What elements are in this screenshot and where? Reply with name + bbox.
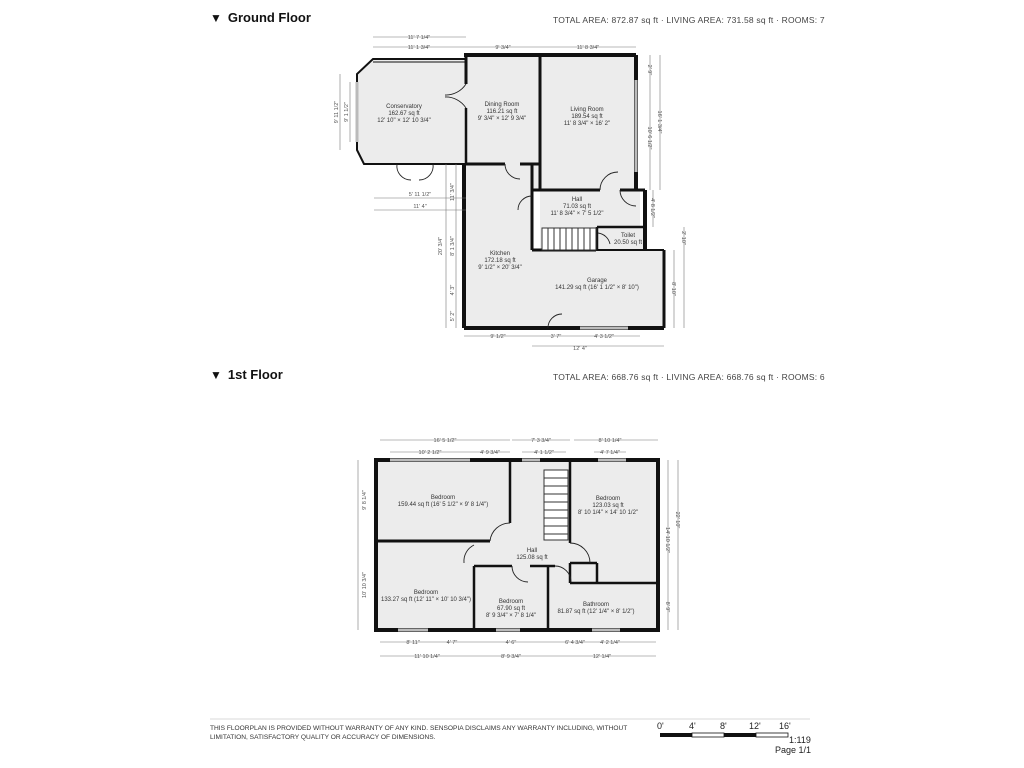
- room-area: 172.18 sq ft: [484, 258, 516, 264]
- dim-label: 11' 8 3/4": [576, 45, 600, 51]
- room-name: Hall: [526, 548, 538, 554]
- room-name: Bathroom: [582, 602, 610, 608]
- room-area: 81.87 sq ft (12' 1/4" × 8' 1/2"): [557, 609, 635, 615]
- dim-label: 4' 8 1/2": [649, 198, 655, 218]
- room-area: 67.90 sq ft: [496, 606, 526, 612]
- room-area: 20.50 sq ft: [613, 240, 643, 246]
- dim-label: 2' 10": [680, 231, 686, 245]
- collapse-triangle-icon[interactable]: ▼: [210, 368, 222, 382]
- room-name: Kitchen: [489, 251, 511, 257]
- dim-label: 11' 10 1/4": [414, 654, 440, 660]
- dim-label: 9' 1 1/2": [344, 102, 350, 122]
- dim-label: 20' 3/4": [438, 236, 444, 256]
- room-area: 125.08 sq ft: [516, 555, 548, 561]
- dim-label: 16' 5 1/2": [433, 438, 457, 444]
- room-area: 133.27 sq ft (12' 11" × 10' 10 3/4"): [381, 597, 471, 603]
- scale-tick-0: 0': [657, 721, 664, 731]
- dim-label: 22' 10": [674, 511, 680, 529]
- dim-label: 8' 11": [406, 640, 420, 646]
- dim-label: 11' 4": [413, 204, 427, 210]
- scale-tick-2: 8': [720, 721, 727, 731]
- kitchen-floor: [464, 164, 532, 328]
- scale-ratio: 1:119: [789, 735, 811, 745]
- collapse-triangle-icon[interactable]: ▼: [210, 11, 222, 25]
- ground-floor-plan: [334, 35, 686, 352]
- ground-floor-stats: TOTAL AREA: 872.87 sq ft · LIVING AREA: 731.58 sq ft · ROOMS: 7: [553, 15, 825, 25]
- dim-label: 11' 1 3/4": [407, 45, 431, 51]
- scale-tick-4: 16': [779, 721, 791, 731]
- dim-label: 12' 1/4": [592, 654, 612, 660]
- room-area: 71.03 sq ft: [562, 204, 592, 210]
- first-floor-plan: [358, 438, 680, 660]
- ground-floor-title: Ground Floor: [227, 10, 311, 25]
- first-stairs: [544, 470, 568, 540]
- scale-tick-3: 12': [749, 721, 761, 731]
- room-name: Bedroom: [413, 590, 439, 596]
- dim-label: 10' 10 3/4": [362, 572, 368, 598]
- page-number: Page 1/1: [775, 745, 812, 755]
- dim-label: 4' 7 1/4": [600, 450, 620, 456]
- room-dims: 12' 10" × 12' 10 3/4": [377, 118, 431, 124]
- dim-label: 12' 4": [573, 346, 587, 352]
- dim-label: 8' 9": [664, 601, 670, 613]
- dim-label: 9' 1/2": [490, 334, 506, 340]
- dim-label: 8' 9 3/4": [501, 654, 521, 660]
- room-area: 162.67 sq ft: [388, 111, 420, 117]
- room-name: Dining Room: [484, 102, 520, 108]
- dim-label: 10' 6 1/2": [646, 126, 652, 150]
- dim-label: 4' 2 1/4": [600, 640, 620, 646]
- first-floor-title: 1st Floor: [227, 367, 283, 382]
- room-name: Garage: [586, 278, 608, 284]
- room-area: 159.44 sq ft (16' 5 1/2" × 9' 8 1/4"): [397, 502, 489, 508]
- dim-label: 11' 7 1/4": [407, 35, 431, 41]
- dim-label: 4' 9 3/4": [480, 450, 500, 456]
- room-name: Living Room: [570, 107, 604, 113]
- dim-label: 2' 9": [646, 64, 652, 76]
- dim-label: 7' 3 3/4": [531, 438, 551, 444]
- room-area: 141.29 sq ft (16' 1 1/2" × 8' 10"): [555, 285, 639, 291]
- dim-label: 5' 2": [450, 310, 456, 322]
- dim-label: 8' 10": [670, 282, 676, 296]
- dim-label: 10' 2 1/2": [418, 450, 442, 456]
- dim-label: 9' 11 1/2": [334, 100, 340, 124]
- room-name: Hall: [571, 197, 583, 203]
- room-dims: 11' 8 3/4" × 7' 5 1/2": [550, 211, 604, 217]
- room-name: Conservatory: [386, 104, 422, 110]
- dim-label: 9' 8 1/4": [362, 490, 368, 510]
- room-dims: 9' 1/2" × 20' 3/4": [478, 265, 522, 271]
- room-area: 189.54 sq ft: [571, 114, 603, 120]
- room-dims: 11' 8 3/4" × 16' 2": [563, 121, 611, 127]
- dim-label: 4' 1 1/2": [534, 450, 554, 456]
- dim-label: 5' 11 1/2": [408, 192, 432, 198]
- room-name: Bedroom: [498, 599, 524, 605]
- disclaimer-text: THIS FLOORPLAN IS PROVIDED WITHOUT WARRANTY OF ANY KIND. SENSOPIA DISCLAIMS ANY WARRANTY INCLUDING, WITHOUT LIMITATION, SATISFACTORY QUALITY OR ACCURACY OF DIMENSIONS.: [210, 725, 628, 741]
- room-area: 123.03 sq ft: [592, 503, 624, 509]
- dim-label: 16' 1 3/4": [656, 110, 662, 134]
- room-dims: 8' 10 1/4" × 14' 10 1/2": [577, 510, 639, 516]
- room-area: 116.21 sq ft: [486, 109, 518, 115]
- room-name: Bedroom: [430, 495, 456, 501]
- dim-label: 4' 3 1/2": [594, 334, 614, 340]
- room-dims: 8' 9 3/4" × 7' 8 1/4": [485, 613, 537, 619]
- dim-label: 4' 3": [450, 284, 456, 296]
- dim-label: 8' 10 1/4": [598, 438, 622, 444]
- dim-label: 14' 10 1/2": [664, 527, 670, 553]
- room-name: Bedroom: [595, 496, 621, 502]
- dim-label: 6' 4 3/4": [565, 640, 585, 646]
- ground-stairs: [542, 228, 596, 250]
- scale-tick-1: 4': [689, 721, 696, 731]
- dim-label: 8' 1 3/4": [450, 236, 456, 256]
- room-name: Toilet: [620, 233, 636, 239]
- dim-label: 3' 7": [550, 334, 562, 340]
- room-dims: 9' 3/4" × 12' 9 3/4": [477, 116, 527, 122]
- dim-label: 9' 3/4": [495, 45, 511, 51]
- dim-label: 4' 7": [446, 640, 458, 646]
- dim-label: 11' 3/4": [450, 183, 456, 201]
- dim-label: 4' 6": [505, 640, 517, 646]
- first-floor-stats: TOTAL AREA: 668.76 sq ft · LIVING AREA: 668.76 sq ft · ROOMS: 6: [553, 372, 825, 382]
